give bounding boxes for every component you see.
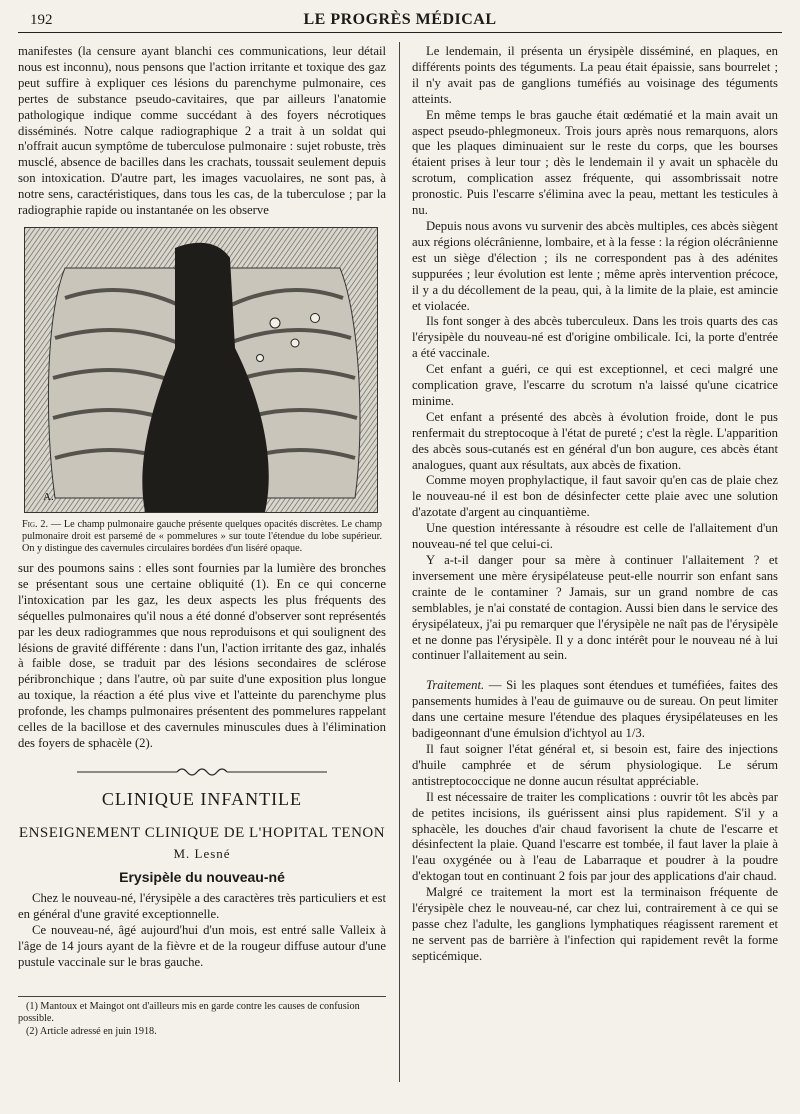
subsection-title: ENSEIGNEMENT CLINIQUE DE L'HOPITAL TENON	[18, 824, 386, 841]
paragraph: Y a-t-il danger pour sa mère à continuer l'allaitement ? et inversement une mère érysipélateuse peut-elle nourrir son enfant sans crainte de le contaminer ? Jamais, sur un grand nombre de cas semblables, je n'ai constaté de contagion. Aussi bien dans le service des érysipélateux, j'ai pu remarquer que l'érysipèle ne naît pas de l'érysipèle et ne donne pas l'érysipèle. Il y a donc intérêt pour le nouveau né à lui continuer l'allaitement au sein.	[412, 553, 778, 663]
section-title: CLINIQUE INFANTILE	[101, 788, 303, 809]
paragraph: Depuis nous avons vu survenir des abcès multiples, ces abcès siègent aux régions olécrânienne, lombaire, et à la fesse : la région olécrânienne est un siège d'élection ; ils ne correspondent pas à des adénites suppurées ; leur évolution est lente ; même après intervention précoce, il y a du décollement de la peau, qui, à la limite de la plaie, est amincie et violacée.	[412, 218, 779, 313]
footnote: (1) Mantoux et Maingot ont d'ailleurs mis en garde contre les causes de confusion possible.	[18, 1001, 360, 1025]
right-column	[412, 44, 778, 965]
page-number: 192	[30, 12, 53, 28]
article-title: Erysipèle du nouveau-né	[119, 868, 285, 885]
paragraph: Ce nouveau-né, âgé aujourd'hui d'un mois, est entré salle Valleix à l'âge de 14 jours ayant de la fièvre et de la rougeur diffuse autour d'une pustule vaccinale sur le bras gauche.	[18, 923, 386, 970]
paragraph-treatment	[412, 678, 778, 742]
paragraph: Malgré ce traitement la mort est la terminaison fréquente de l'érysipèle chez le nouveau-né, car chez lui, contrairement à ce qui se passe chez l'adulte, les ganglions lymphatiques réagissent rarement et ne servent pas de barrière à l'infection qui rapidement revêt la forme septicémique.	[412, 885, 778, 963]
paragraph: Une question intéressante à résoudre est celle de l'allaitement d'un nouveau-né tel que celui-ci.	[412, 521, 778, 552]
figure-label: Fig. 2.	[22, 518, 49, 530]
figure-signature: A.	[43, 490, 54, 503]
page-header	[18, 10, 782, 33]
figure-caption-text: — Le champ pulmonaire gauche présente quelques opacités discrètes. Le champ pulmonaire droit est parsemé de « pommelures » sur toute l'étendue du lobe supérieur. On y distingue des cavernules circulaires bordées d'un liséré opaque.	[22, 518, 382, 554]
paragraph: Comme moyen prophylactique, il faut savoir qu'en cas de plaie chez le nouveau-né il est bon de désinfecter cette plaie avec une solution d'azotate d'argent au cinquantième.	[412, 473, 778, 520]
left-column	[18, 44, 386, 971]
paragraph: Il faut soigner l'état général et, si besoin est, faire des injections d'huile camphrée et de sérum physiologique. Le sérum antistreptococcique ne donne aucun résultat appréciable.	[412, 741, 778, 788]
radiograph-figure	[24, 227, 378, 513]
figure-caption	[22, 519, 382, 555]
footnote: (2) Article adressé en juin 1918.	[26, 1025, 157, 1037]
journal-title: LE PROGRÈS MÉDICAL	[303, 11, 497, 28]
paragraph: sur des poumons sains : elles sont fournies par la lumière des bronches se présentant sous une certaine obliquité (1). En ce qui concerne l'intoxication par les gaz, les deux aspects les plus fréquents des séquelles pulmonaires qu'il nous a été donné d'observer sont représentés par les deux radiogrammes que nous reproduisons et qui soulignent des lésions de gravité différente : dans l'un, l'action irritante des gaz, inhalés à faible dose, se traduit par des lésions secondaires de sclérose péribronchique ; dans l'autre, où par suite d'une exposition plus longue au toxique, la réaction a été plus vive et l'atteinte du parenchyme plus profonde, les champs pulmonaires présentent des pommelures rappelant celles de la bacillose et des cavernules minuscules dues à l'élimination des foyers de sphacèle (2).	[18, 560, 386, 750]
author: M. Lesné	[173, 845, 231, 861]
paragraph: Cet enfant a guéri, ce qui est exceptionnel, et ceci malgré une complication grave, l'escarre du scrotum n'a laissé qu'une cicatrice minime.	[412, 362, 778, 408]
paragraph: Ils font songer à des abcès tuberculeux. Dans les trois quarts des cas l'érysipèle du nouveau-né est d'origine ombilicale. Ici, la porte d'entrée a été vaccinale.	[412, 314, 778, 361]
footnotes	[18, 996, 386, 1038]
radiograph-drawing	[25, 228, 377, 512]
paragraph: Le lendemain, il présenta un érysipèle disséminé, en plaques, en différents points des téguments. La peau était épaissie, sans bourrelet ; il n'y avait pas de ganglions tuméfiés au voisinage des téguments atteints.	[412, 44, 778, 106]
paragraph: manifestes (la censure ayant blanchi ces communications, leur détail nous est inconnu), nous pensons que l'action irritante et toxique des gaz peut suffire à expliquer ces lésions du parenchyme pulmonaire, ces pertes de substance pseudo-cavitaires, que par ailleurs l'anatomie pathologique indique comme succédant à des foyers nécrotiques disséminés. Notre calque radiographique 2 a trait à un soldat qui n'offrait aucun symptôme de tuberculose pulmonaire : sujet robuste, très musclé, absence de bacilles dans les crachats, toussait seulement depuis son intoxication. D'autre part, les images vacuolaires, ne sont pas, à notre sens, caractéristiques, dans tous les cas, de la tuberculose ; par la radiographie rapide ou instantanée on les observe	[18, 44, 386, 218]
runin-heading: Traitement.	[426, 678, 485, 693]
paragraph-text: — Si les plaques sont étendues et tuméfiées, faites des pansements humides à l'eau de guimauve ou de sureau. On peut limiter dans une certaine mesure l'étendue des plaques érysipélateuses en les badigeonnant d'une émulsion d'ichtyol au 1/3.	[412, 678, 778, 741]
column-divider	[399, 42, 400, 1082]
paragraph: Il est nécessaire de traiter les complications : ouvrir tôt les abcès par de petites incisions, ils guérissent ainsi plus rapidement. S'il y a sphacèle, les douches d'air chaud favorisent la chute de l'escarre et désinfectent la plaie. Quand l'escarre est tombée, il faut laver la plaie à l'eau oxygénée ou à l'eau de Labarraque et poudrer à la poudre d'ektogan tout en continuant 2 fois par jour des applications d'air chaud.	[412, 789, 778, 884]
paragraph: Cet enfant a présenté des abcès à évolution froide, dont le pus renfermait du streptocoque à l'état de pureté ; c'est la règle. L'apparition des abcès sous-cutanés est en général d'un bon augure, ces abcès étant analogues, quant aux résultats, aux abcès de fixation.	[412, 409, 778, 472]
paragraph: En même temps le bras gauche était œdématié et la main avait un aspect pseudo-phlegmoneux. Trois jours après nous remarquons, alors que les plaques diminuaient sur le reste du corps, que les bourses étaient prises à leur tour ; dès le lendemain il y avait un sphacèle du scrotum, complication assez fréquente, qui assombrissait notre pronostic. Puis l'escarre s'élimina avec la peau, mettant les testicules à nu.	[412, 107, 778, 218]
ornament-divider	[18, 766, 386, 778]
paragraph: Chez le nouveau-né, l'érysipèle a des caractères très particuliers et est en général d'une gravité exceptionnelle.	[18, 891, 386, 922]
